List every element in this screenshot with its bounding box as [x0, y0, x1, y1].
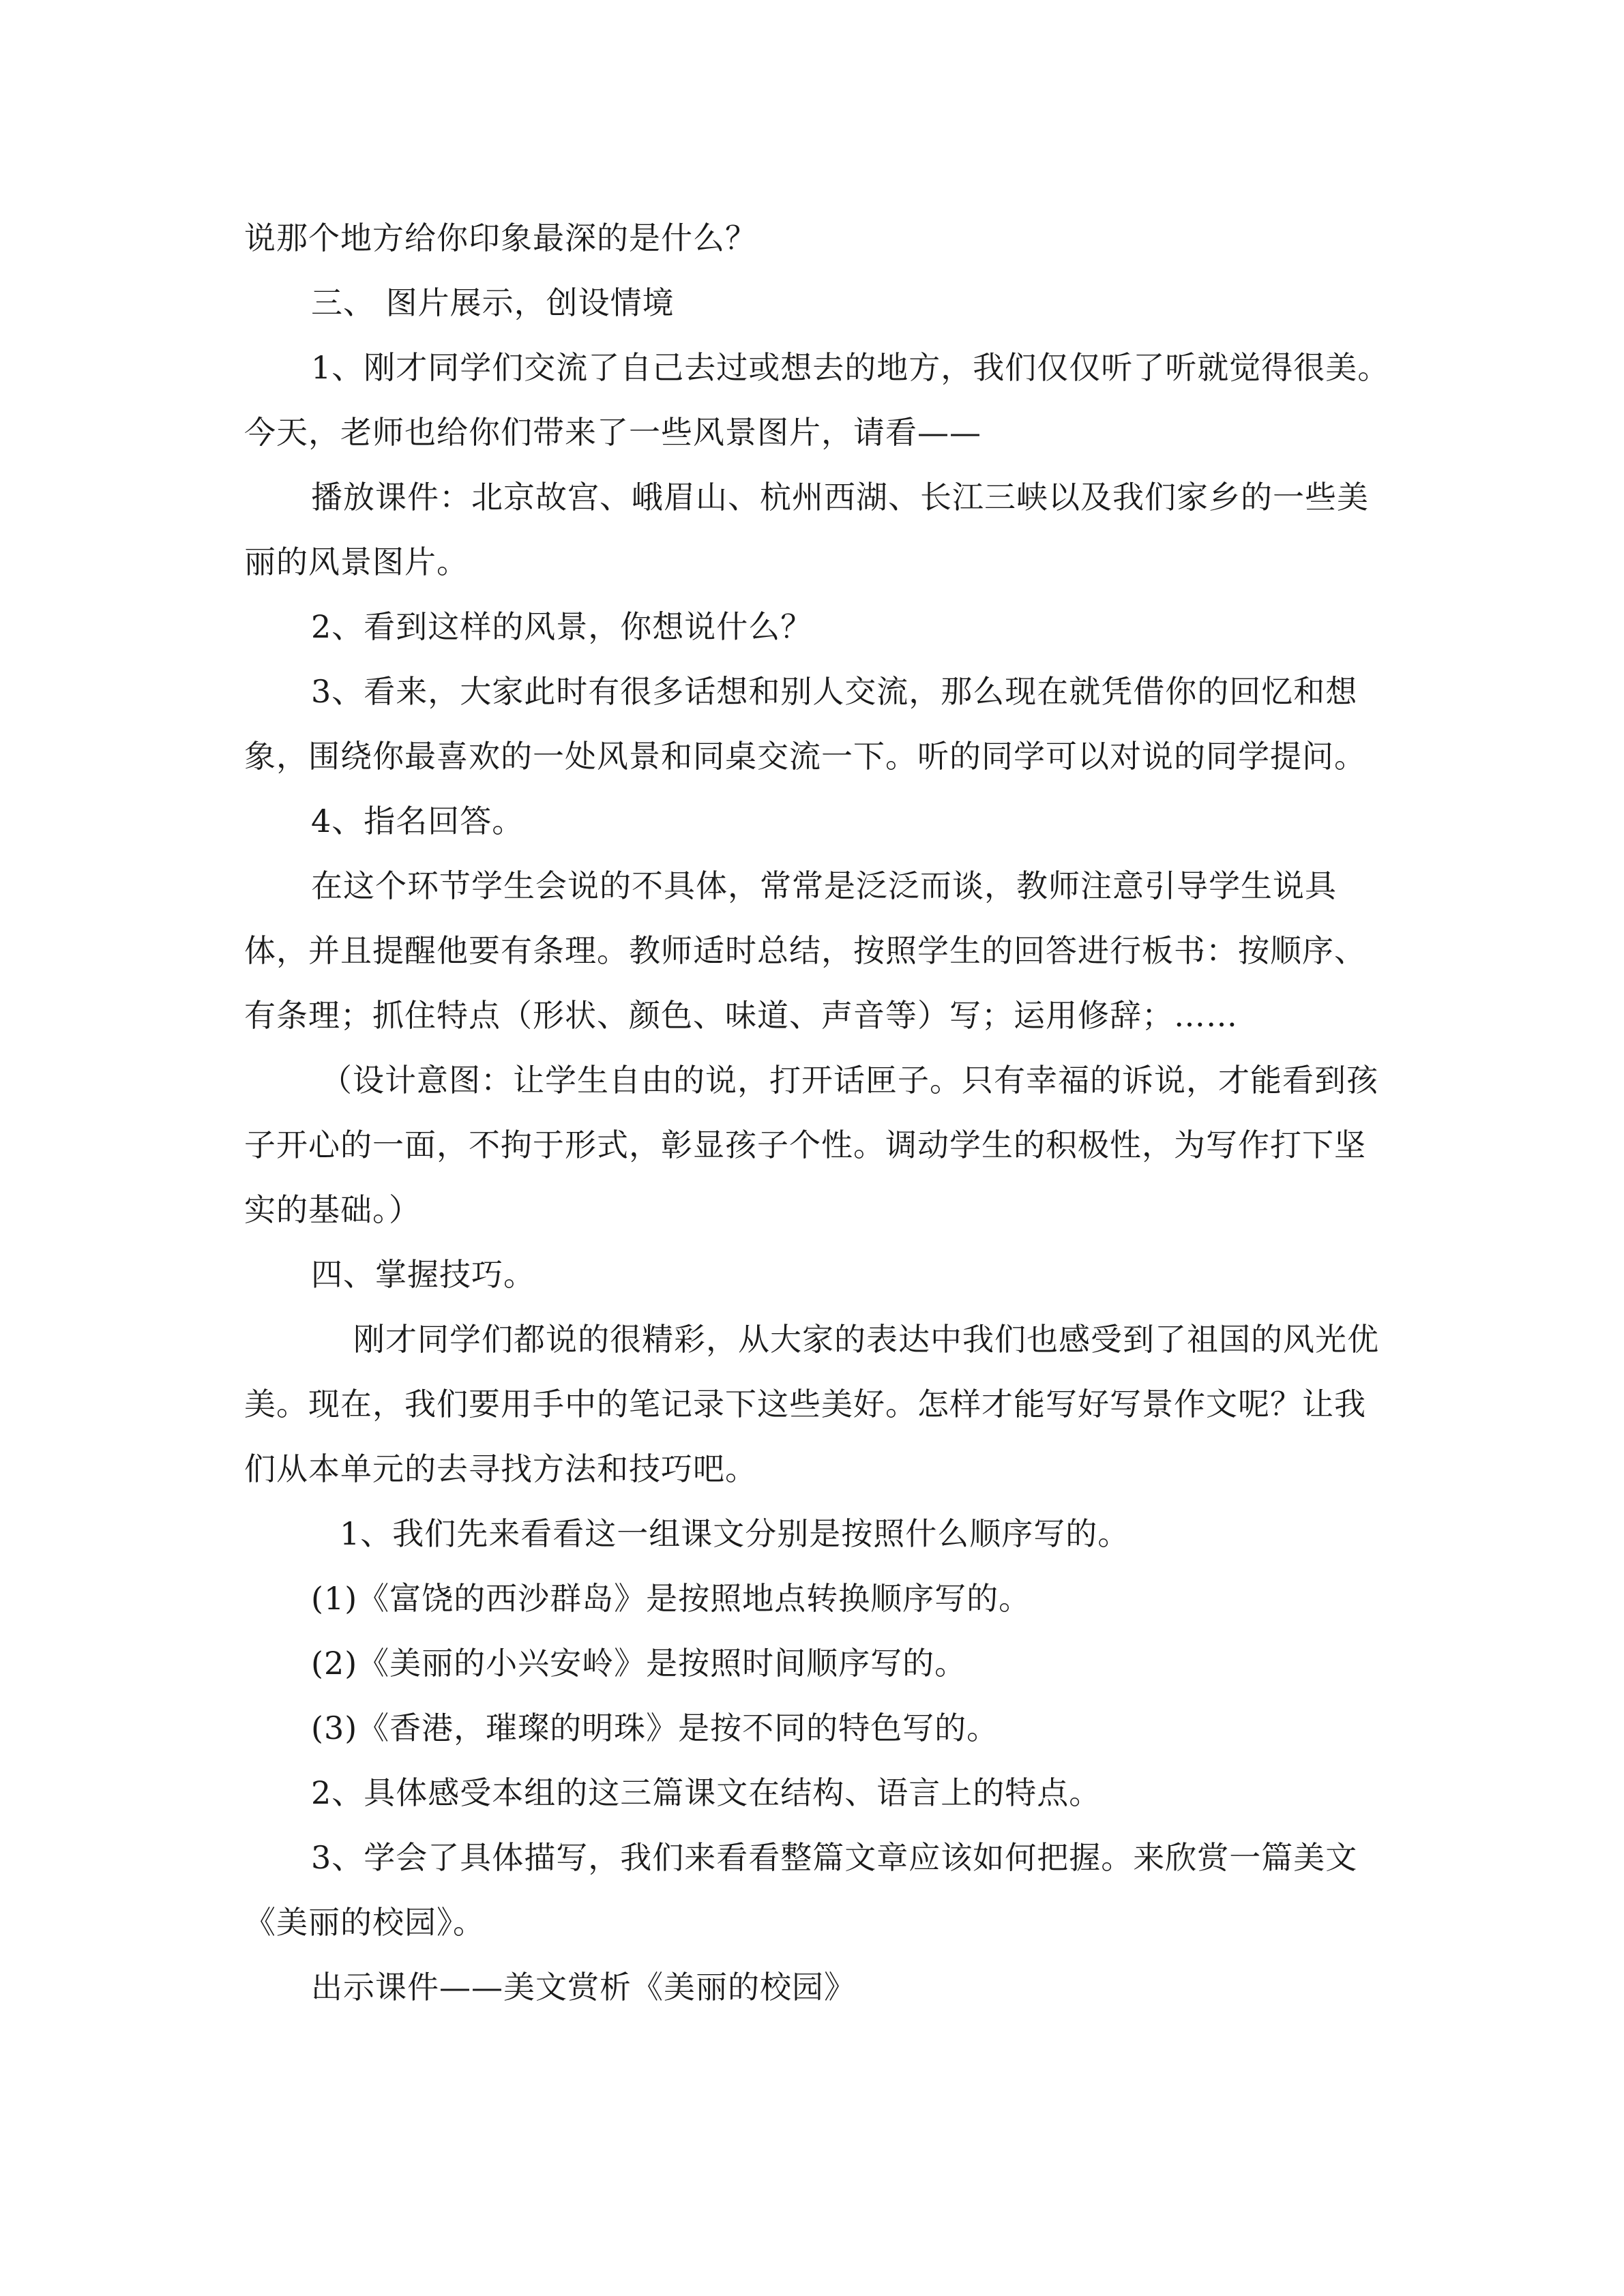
paragraph: 出示课件——美文赏析《美丽的校园》 [311, 1969, 856, 2006]
design-intent-note: （设计意图：让学生自由的说，打开话匣子。只有幸福的诉说，才能看到孩子开心的一面，不拘于形式，彰显孩子个性。调动学生的积极性，为写作打下坚实的基础。） [244, 1062, 1378, 1228]
document-body [244, 206, 1390, 2020]
paragraph: 4、指名回答。 [311, 803, 525, 839]
list-item: (1)《富饶的西沙群岛》是按照地点转换顺序写的。 [311, 1580, 1031, 1617]
paragraph: 1、刚才同学们交流了自己去过或想去的地方，我们仅仅听了听就觉得很美。今天，老师也给你们带来了一些风景图片，请看—— [244, 349, 1390, 451]
list-item: 2、具体感受本组的这三篇课文在结构、语言上的特点。 [311, 1774, 1102, 1811]
paragraph: 2、看到这样的风景，你想说什么？ [311, 608, 813, 645]
paragraph: 刚才同学们都说的很精彩，从大家的表达中我们也感受到了祖国的风光优美。现在，我们要用手中的笔记录下这些美好。怎样才能写好写景作文呢？让我们从本单元的去寻找方法和技巧吧。 [244, 1321, 1379, 1487]
list-item: 3、学会了具体描写，我们来看看整篇文章应该如何把握。来欣赏一篇美文《美丽的校园》。 [244, 1839, 1358, 1941]
list-item: (3)《香港，璀璨的明珠》是按不同的特色写的。 [311, 1710, 999, 1746]
section-heading-3: 三、 图片展示，创设情境 [311, 284, 675, 321]
list-item: 1、我们先来看看这一组课文分别是按照什么顺序写的。 [340, 1515, 1130, 1552]
section-heading-4: 四、掌握技巧。 [311, 1256, 535, 1293]
paragraph: 播放课件：北京故宫、峨眉山、杭州西湖、长江三峡以及我们家乡的一些美丽的风景图片。 [244, 479, 1369, 580]
paragraph-intro-continuation: 说那个地方给你印象最深的是什么？ [244, 220, 757, 256]
paragraph: 在这个环节学生会说的不具体，常常是泛泛而谈，教师注意引导学生说具体，并且提醒他要有条理。教师适时总结，按照学生的回答进行板书：按顺序、有条理；抓住特点（形状、颜色、味道、声音等）写；运用修辞；…… [244, 867, 1366, 1034]
paragraph: 3、看来，大家此时有很多话想和别人交流，那么现在就凭借你的回忆和想象，围绕你最喜欢的一处风景和同桌交流一下。听的同学可以对说的同学提问。 [244, 673, 1366, 775]
list-item: (2)《美丽的小兴安岭》是按照时间顺序写的。 [311, 1645, 967, 1682]
